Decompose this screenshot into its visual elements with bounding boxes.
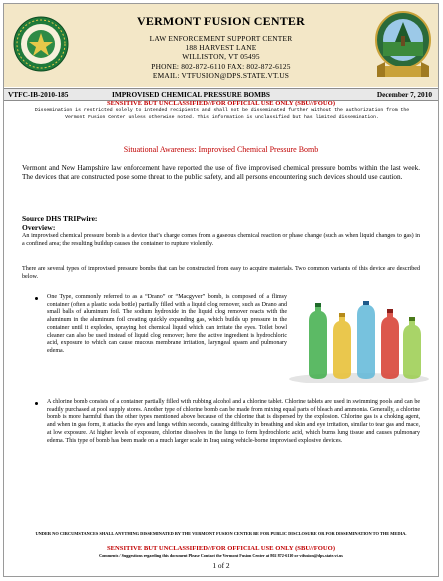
soda-bottles-image xyxy=(289,301,429,383)
document-page xyxy=(3,3,439,577)
doc-id: VTFC-IB-2010-185 xyxy=(8,90,69,99)
bullet-dot xyxy=(35,297,38,300)
dissemination-notice: Dissemination is restricted solely to intended recipients and shall not be disseminated further without the authorization from the Vermont Fusion Center unless otherwise noted. This information is unclassified but has limited dissemination. xyxy=(34,108,410,120)
footer-notice: UNDER NO CIRCUMSTANCES SHALL ANYTHING DISSEMINATED BY THE VERMONT FUSION CENTER BE FOR PUBLIC DISCLOSURE OR FOR DISSEMINATION TO THE MEDIA. xyxy=(35,531,407,536)
address-line: WILLISTON, VT 05495 xyxy=(182,52,260,62)
source-label: Source DHS TRIPwire: xyxy=(22,214,98,223)
org-name: VERMONT FUSION CENTER xyxy=(137,14,305,28)
doc-title: IMPROVISED CHEMICAL PRESSURE BOMBS xyxy=(112,90,270,99)
address-line: 188 HARVEST LANE xyxy=(185,43,257,53)
footer-contact: Comments / Suggestions regarding this document Please Contact the Vermont Fusion Center at 802 872-6110 or vtfusion@dps.state.vt.us xyxy=(99,553,343,558)
footer-classification: SENSITIVE BUT UNCLASSIFIED//FOR OFFICIAL USE ONLY (SBU//FOUO) xyxy=(106,545,336,552)
situational-awareness-heading: Situational Awareness: Improvised Chemical Pressure Bomb xyxy=(123,145,319,154)
address-line: LAW ENFORCEMENT SUPPORT CENTER xyxy=(149,34,293,43)
bullet-dot xyxy=(35,402,38,405)
types-paragraph: There are several types of improvised pressure bombs that can be constructed from easy to acquire materials. Two common variants of this device are described below. xyxy=(22,266,420,281)
page-number: 1 of 2 xyxy=(212,561,230,570)
classification-banner: SENSITIVE BUT UNCLASSIFIED//FOR OFFICIAL USE ONLY (SBU//FOUO) xyxy=(106,100,336,107)
source-heading xyxy=(22,215,420,232)
overview-paragraph: An improvised chemical pressure bomb is a device that’s charge comes from a gaseous chemical reaction or phase change (such as when liquid changes to gas) in a confined area; the resulting buildup causes the container to rupture violently. xyxy=(22,233,420,248)
letterhead xyxy=(4,4,438,87)
bullet-drano: One Type, commonly referred to as a “Drano” or “Macgyver” bomb, is composed of a flimsy container (often a plastic soda bottle) partially filled with a liquid clog remover, such as Drano and small balls of aluminum foil. The sodium hydroxide in the liquid clog remover reacts with the aluminum in the aluminum foil creating quickly expanding gas, which builds up pressure in the container until it explodes, spraying hot chemical liquid which can irritate the eyes. Toilet bowl cleaner can also be used instead of liquid clog remover; here the active ingredient is hydrochloric acid, exposure to which can cause mucous membrane irritation, laryngeal spasm and pulmonary edema. xyxy=(47,294,287,354)
address-line: PHONE: 802-872-6110 FAX: 802-872-6125 xyxy=(151,61,291,71)
overview-label: Overview: xyxy=(22,222,56,232)
bullet-chlorine: A chlorine bomb consists of a container partially filled with rubbing alcohol and a chlorine tablet. Chlorine tablets are used in swimming pools and can be readily purchased at pool supply stores. Another type of chlorine bomb can be made from mixing equal parts of bleach and ammonia. Generally, a chlorine bomb is more harmful than the other types mentioned above because of the chlorine that is dispersed by the explosion. Chlorine gas is a choking agent, and when in gas form, it attacks the eyes and lungs within seconds, causing difficulty in breathing and skin and eye irritation, similar to tear gas and mace, at low exposure. At higher levels of exposure, chlorine dissolves in the lungs to form hydrochloric acid, which burns lung tissue and causes pulmonary edema. This type of bomb has been made on a much larger scale in Iraq using vehicle-borne improvised explosive devices. xyxy=(47,399,420,444)
vermont-seal xyxy=(373,10,433,82)
intro-paragraph: Vermont and New Hampshire law enforcement have reported the use of five improvised chemical pressure bombs within the last week. The devices that are constructed pose some threat to the public safety, and all persons encountering such devices should use caution. xyxy=(22,164,420,182)
address-line: EMAIL: VTFUSION@DPS.STATE.VT.US xyxy=(152,70,290,80)
doc-date: December 7, 2010 xyxy=(376,90,432,99)
